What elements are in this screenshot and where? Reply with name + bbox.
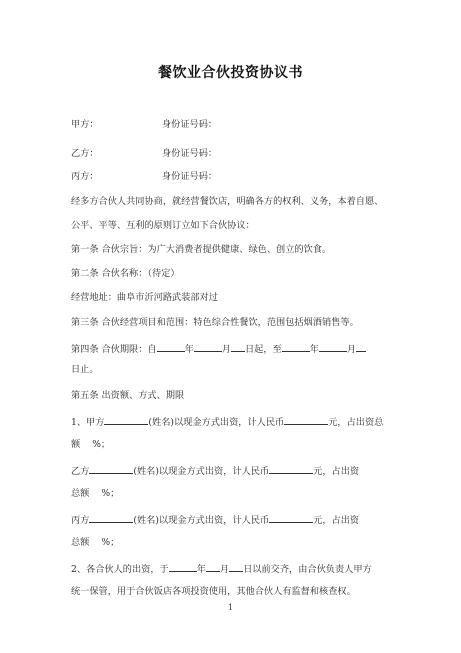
article-5: 第五条 出资额、方式、期限 [71,390,185,401]
blank-clause2-month [206,562,220,572]
blank-c-amount [269,513,313,523]
article-4-day-to: 日起，至 [244,344,282,355]
intro-line-1: 经多方合伙人共同协商，就经营餐饮店，明确各方的权利、义务，本着自愿、 [71,196,384,207]
contribution-b [71,464,359,478]
blank-c-name [89,513,133,523]
contribution-b-yuan: 元，占出资 [313,466,360,477]
article-4-end: 日止。 [71,364,99,375]
page-number: 1 [227,603,234,612]
contribution-a-prefix: 1、甲方 [71,417,105,428]
party-c-label: 丙方： [71,171,99,182]
contribution-a-pct: %； [92,439,111,450]
document-title: 餐饮业合伙投资协议书 [158,65,303,81]
article-4-month: 月 [221,344,231,355]
contribution-a [71,415,383,429]
contribution-b-prefix: 乙方 [71,466,90,477]
contribution-c-yuan: 元，占出资 [313,515,360,526]
business-address: 经营地址：曲阜市沂河路武装部对过 [71,292,218,303]
clause-2-suffix: 日以前交齐，由合伙负责人甲方 [243,564,372,575]
article-1: 第一条 合伙宗旨：为广大消费者提供健康、绿色、创立的饮食。 [71,244,332,255]
blank-start-day [231,342,245,352]
party-b-label: 乙方： [71,148,99,159]
clause-2 [71,562,372,576]
party-a-label: 甲方： [71,119,99,130]
contribution-c-text: (姓名)以现金方式出资，计人民币 [133,515,270,526]
article-4-year: 年 [184,344,194,355]
contribution-a-pct-line [71,439,110,451]
blank-a-amount [284,415,328,425]
clause-2-line-2: 统一保管，用于合伙饭店各项投资使用，其他合伙人有监督和核查权。 [71,586,356,597]
blank-b-name [89,464,133,474]
contribution-b-e: 总额 [71,488,90,499]
blank-b-amount [269,464,313,474]
contribution-b-pct-line [71,488,119,500]
clause-2-year: 年 [196,564,206,575]
contribution-a-text: (姓名)以现金方式出资，计人民币 [148,417,285,428]
blank-start-year [157,342,185,352]
contribution-b-pct: %； [101,488,120,499]
article-3: 第三条 合伙经营项目和范围：特色综合性餐饮，范围包括烟酒销售等。 [71,317,359,328]
contribution-a-e: 额 [71,439,81,450]
article-4-start: 第四条 合伙期限：自 [71,344,157,355]
contribution-c-pct-line [71,537,119,549]
contribution-c-pct: %； [101,537,120,548]
party-b-id-label: 身份证号码： [162,148,218,159]
blank-end-month [319,342,347,352]
contribution-a-yuan: 元，占出资总 [328,417,384,428]
party-a-id-label: 身份证号码： [162,119,218,130]
blank-clause2-year [169,562,197,572]
clause-2-month: 月 [219,564,230,575]
party-c-id-label: 身份证号码： [162,171,218,182]
contribution-c-prefix: 丙方 [71,515,90,526]
article-4-year-2: 年 [309,344,319,355]
blank-a-name [104,415,148,425]
contribution-b-text: (姓名)以现金方式出资，计人民币 [133,466,270,477]
clause-2-prefix: 2、各合伙人的出资，于 [71,564,169,575]
contribution-c-e: 总额 [71,537,90,548]
article-4 [71,342,366,356]
blank-end-day [356,342,366,352]
blank-start-month [194,342,222,352]
blank-clause2-day [229,562,243,572]
intro-line-2: 公平、平等、互利的原则订立如下合伙协议： [71,220,255,231]
article-2: 第二条 合伙名称：（待定） [71,268,180,279]
article-4-month-2: 月 [346,344,357,355]
blank-end-year [282,342,310,352]
contribution-c [71,513,359,527]
